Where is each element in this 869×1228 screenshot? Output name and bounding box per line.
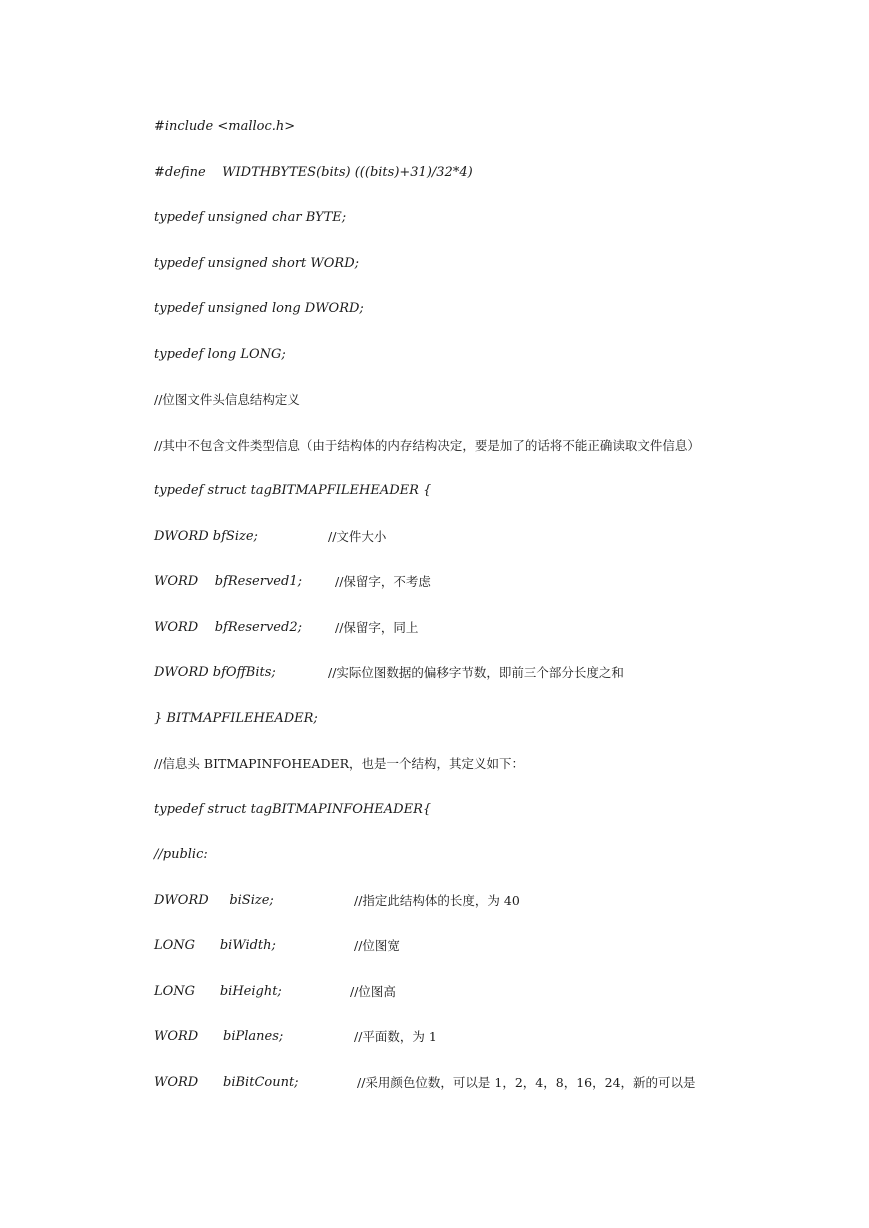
code-line bbox=[154, 346, 754, 392]
code-listing bbox=[154, 118, 754, 1119]
code-text: DWORD biSize; bbox=[154, 892, 274, 908]
code-line bbox=[154, 164, 754, 210]
code-text: //public: bbox=[154, 847, 208, 862]
code-text: } BITMAPFILEHEADER; bbox=[154, 710, 318, 726]
comment-text: //保留字，不考虑 bbox=[335, 574, 431, 589]
code-line bbox=[154, 937, 754, 983]
comment-text: //位图宽 bbox=[354, 938, 400, 953]
comment-line bbox=[154, 755, 754, 801]
code-text: typedef long LONG; bbox=[154, 346, 286, 362]
code-text: typedef struct tagBITMAPFILEHEADER { bbox=[154, 483, 432, 498]
code-line bbox=[154, 710, 754, 756]
comment-line bbox=[154, 437, 754, 483]
code-text: WORD biPlanes; bbox=[154, 1029, 284, 1044]
comment-text: //实际位图数据的偏移字节数，即前三个部分长度之和 bbox=[328, 665, 624, 680]
code-text: DWORD bfSize; bbox=[154, 528, 258, 544]
code-line bbox=[154, 573, 754, 619]
code-text: WORD biBitCount; bbox=[154, 1074, 299, 1090]
code-text: WORD bfReserved2; bbox=[154, 619, 302, 635]
code-text: typedef unsigned short WORD; bbox=[154, 255, 360, 271]
code-line bbox=[154, 300, 754, 346]
code-text: typedef unsigned long DWORD; bbox=[154, 301, 364, 316]
code-text: DWORD bfOffBits; bbox=[154, 665, 276, 680]
comment-text: //文件大小 bbox=[328, 528, 387, 544]
code-text: typedef unsigned char BYTE; bbox=[154, 210, 347, 225]
comment-text: //保留字，同上 bbox=[335, 619, 419, 635]
code-line bbox=[154, 664, 754, 710]
code-line bbox=[154, 801, 754, 847]
code-line bbox=[154, 482, 754, 528]
code-line bbox=[154, 255, 754, 301]
comment-text: //指定此结构体的长度，为 40 bbox=[354, 892, 520, 908]
code-line bbox=[154, 619, 754, 665]
code-text: typedef struct tagBITMAPINFOHEADER{ bbox=[154, 801, 432, 817]
code-line bbox=[154, 209, 754, 255]
code-line bbox=[154, 846, 754, 892]
comment-text: //其中不包含文件类型信息（由于结构体的内存结构决定，要是加了的话将不能正确读取文件信息） bbox=[154, 437, 700, 453]
code-text: LONG biHeight; bbox=[154, 983, 282, 999]
code-line bbox=[154, 983, 754, 1029]
code-text: WORD bfReserved1; bbox=[154, 574, 302, 589]
code-line bbox=[154, 892, 754, 938]
code-text: #define WIDTHBYTES(bits) (((bits)+31)/32*4) bbox=[154, 164, 473, 180]
code-line bbox=[154, 1028, 754, 1074]
code-text: LONG biWidth; bbox=[154, 938, 276, 953]
code-line bbox=[154, 118, 754, 164]
comment-line bbox=[154, 391, 754, 437]
comment-text: //位图高 bbox=[350, 983, 396, 999]
comment-text: //平面数，为 1 bbox=[354, 1029, 437, 1044]
comment-text: //位图文件头信息结构定义 bbox=[154, 392, 300, 407]
code-line bbox=[154, 528, 754, 574]
comment-text: //采用颜色位数，可以是 1，2，4，8，16，24，新的可以是 bbox=[357, 1074, 696, 1090]
code-line bbox=[154, 1074, 754, 1120]
code-text: #include <malloc.h> bbox=[154, 119, 296, 134]
comment-text: //信息头 BITMAPINFOHEADER，也是一个结构，其定义如下： bbox=[154, 756, 525, 771]
